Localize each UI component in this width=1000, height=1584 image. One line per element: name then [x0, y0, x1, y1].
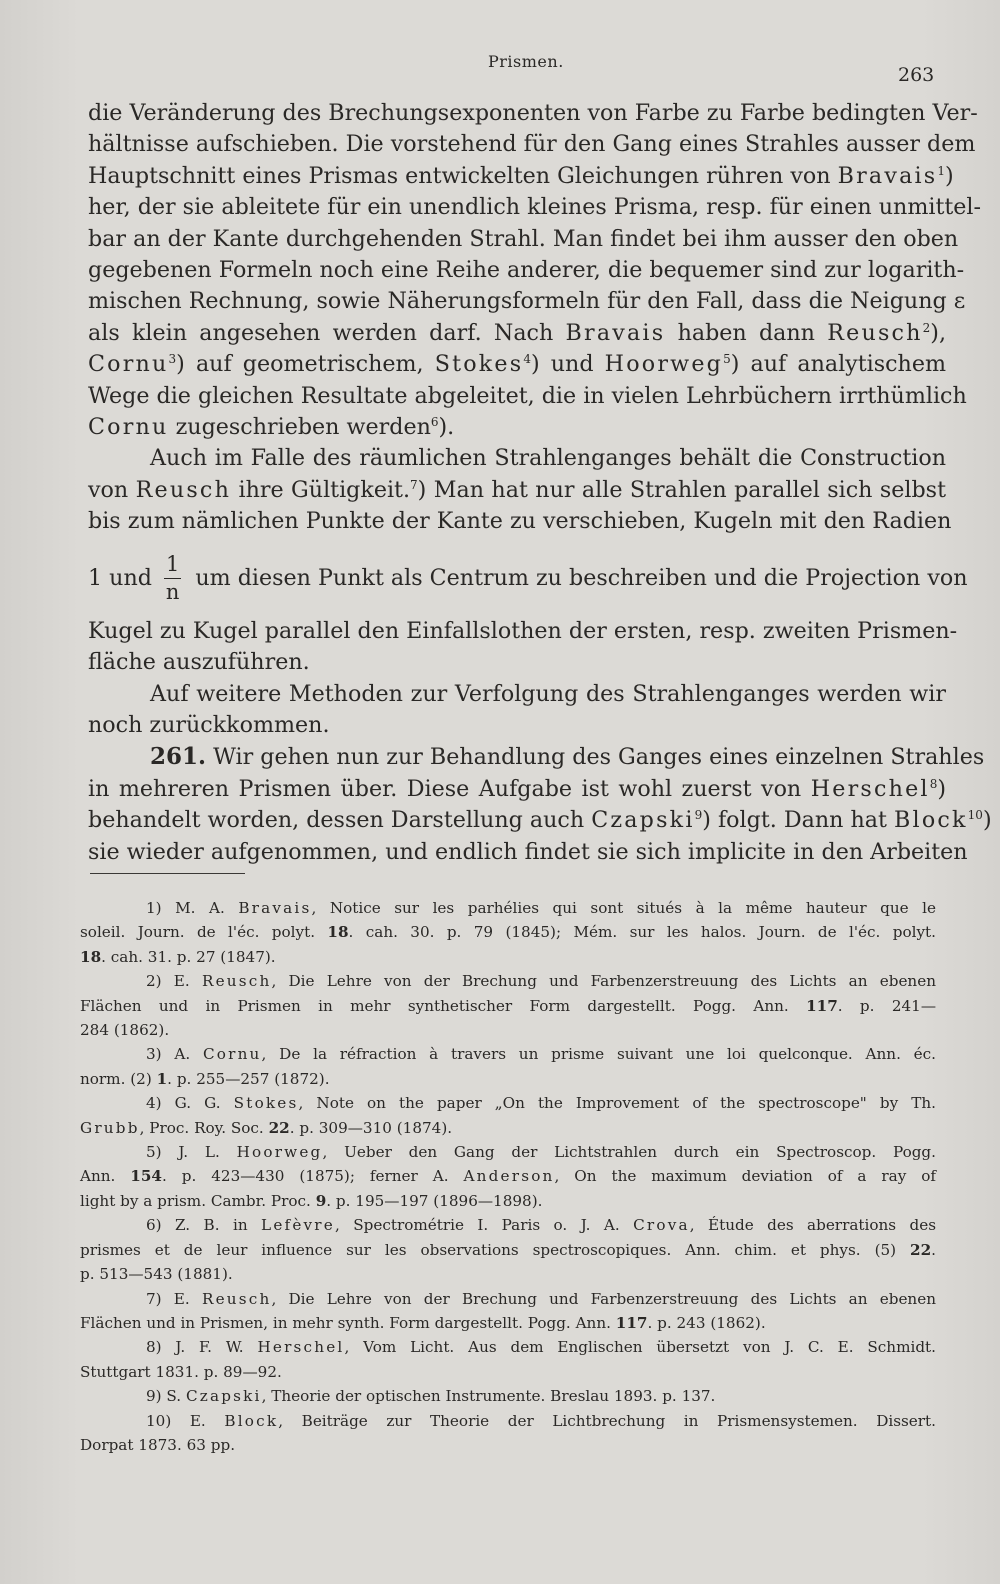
section-number: 261.	[150, 743, 207, 771]
volume-number: 1	[156, 1069, 168, 1088]
paragraph-2	[88, 443, 968, 678]
text-line: fläche auszuführen.	[88, 649, 310, 676]
author-name: Bravais	[837, 162, 938, 189]
text-line: bis zum nämlichen Punkte der Kante zu verschieben, Kugeln mit den Radien	[88, 508, 952, 535]
text-line: Cornu zugeschrieben werden$^6$).	[88, 414, 455, 441]
author-name: Cornu	[88, 351, 169, 378]
footnote-ref[interactable]: 6	[430, 415, 439, 430]
author-name: Czapski	[591, 807, 695, 834]
author-name: Reusch	[201, 972, 272, 991]
text-line: 261. Wir gehen nun zur Behandlung des Ganges eines einzelnen Strahles	[150, 743, 985, 771]
text-line: Cornu$^3$) auf geometrischem, Stokes$^4$) und Hoorweg$^5$) auf analytischem	[88, 351, 946, 378]
author-name: Czapski	[185, 1387, 262, 1406]
footnote-divider	[90, 873, 245, 874]
paragraph-3	[88, 679, 946, 742]
text-line: bar an der Kante durchgehenden Strahl. Man findet bei ihm ausser den oben	[88, 225, 959, 252]
author-name: Lefèvre	[261, 1216, 335, 1235]
footnotes	[80, 896, 936, 1457]
author-name: Hoorweg	[236, 1143, 323, 1162]
text-line: in mehreren Prismen über. Diese Aufgabe ist wohl zuerst von Herschel$^8$)	[88, 775, 946, 802]
author-name: Bravais	[238, 899, 312, 917]
text-line: sie wieder aufgenommen, und endlich findet sie sich implicite in den Arbeiten	[88, 838, 968, 865]
footnote-7: 7) E. Reusch, Die Lehre von der Brechung und Farbenzerstreuung des Lichts an ebenen Flächen und in Prismen, in mehr synth. Form dargestellt. Pogg. Ann. 117. p. 243 (1862).	[80, 1289, 936, 1332]
paragraph-1	[88, 98, 982, 443]
author-name: Herschel	[810, 775, 930, 802]
text-line: behandelt worden, dessen Darstellung auch Czapski$^9$) folgt. Dann hat Block$^{10}$)	[88, 807, 992, 834]
footnote-8: 8) J. F. W. Herschel, Vom Licht. Aus dem Englischen übersetzt von J. C. E. Schmidt. Stuttgart 1831. p. 89—92.	[80, 1338, 936, 1381]
footnote-ref[interactable]: 3	[168, 352, 177, 367]
footnote-ref[interactable]: 8	[929, 776, 938, 791]
paragraph-4	[88, 741, 992, 868]
volume-number: 9	[315, 1191, 327, 1210]
fraction-1-over-n	[164, 554, 181, 603]
author-name: Stokes	[233, 1094, 299, 1113]
fraction-denominator: n	[165, 580, 180, 605]
author-name: Bravais	[565, 319, 666, 346]
text-line: von Reusch ihre Gültigkeit.$^7$) Man hat nur alle Strahlen parallel sich selbst	[88, 476, 946, 503]
volume-number: 18	[327, 923, 349, 942]
footnote-ref[interactable]: 7	[410, 477, 418, 492]
author-name: Herschel	[257, 1338, 345, 1357]
footnote-4: 4) G. G. Stokes, Note on the paper „On the Improvement of the spectroscope" by Th. Grubb, Proc. Roy. Soc. 22. p. 309—310 (1874).	[80, 1094, 936, 1137]
text-line: noch zurückkommen.	[88, 711, 330, 738]
author-name: Crova	[633, 1216, 690, 1235]
author-name: Stokes	[434, 351, 524, 378]
footnote-2: 2) E. Reusch, Die Lehre von der Brechung und Farbenzerstreuung des Lichts an ebenen Flächen und in Prismen in mehr synthetischer Form dargestellt. Pogg. Ann. 117. p. 241— 284 (1862).	[80, 972, 937, 1040]
author-name: Block	[224, 1411, 279, 1430]
volume-number: 22	[910, 1240, 932, 1259]
text-line: Hauptschnitt eines Prismas entwickelten Gleichungen rühren von Bravais$^1$)	[88, 162, 954, 189]
text-line: gegebenen Formeln noch eine Reihe anderer, die bequemer sind zur logarith-	[88, 257, 965, 284]
footnote-3: 3) A. Cornu, De la réfraction à travers un prisme suivant une loi quelconque. Ann. éc. norm. (2) 1. p. 255—257 (1872).	[80, 1045, 936, 1088]
author-name: Reusch	[827, 319, 923, 346]
text-line: her, der sie ableitete für ein unendlich kleines Prisma, resp. für einen unmittel-	[88, 194, 982, 221]
footnote-6: 6) Z. B. in Lefèvre, Spectrométrie I. Paris o. J. A. Crova, Étude des aberrations des prismes et de leur influence sur les observations spectroscopiques. Ann. chim. et phys. (5) 22. p. 513—543 (1881).	[80, 1216, 936, 1284]
page-number: 263	[898, 64, 935, 86]
footnote-10: 10) E. Block, Beiträge zur Theorie der Lichtbrechung in Prismensystemen. Dissert. Dorpat 1873. 63 pp.	[80, 1411, 936, 1454]
text-line: hältnisse aufschieben. Die vorstehend für den Gang eines Strahles ausser dem	[88, 131, 976, 158]
volume-number: 18	[80, 947, 102, 966]
footnote-ref[interactable]: 9	[694, 808, 703, 823]
author-name: Hoorweg	[604, 351, 724, 378]
text-line: Kugel zu Kugel parallel den Einfallslothen der ersten, resp. zweiten Prismen-	[88, 617, 958, 644]
running-head: Prismen.	[488, 52, 564, 71]
formula-line: 1 und $\frac{1}{n}$ um diesen Punkt als Centrum zu beschreiben und die Projection von	[88, 552, 968, 605]
footnote-1: 1) M. A. Bravais, Notice sur les parhélies qui sont situés à la même hauteur que le soleil. Journ. de l'éc. polyt. 18. cah. 30. p. 79 (1845); Mém. sur les halos. Journ. de l'éc. polyt. 18. cah. 31. p. 27 (1847).	[80, 899, 936, 966]
author-name: Reusch	[201, 1289, 272, 1308]
volume-number: 117	[615, 1313, 648, 1332]
fraction-numerator: 1	[164, 554, 181, 579]
author-name: Cornu	[88, 414, 169, 441]
volume-number: 117	[806, 996, 838, 1015]
footnote-9: 9) S. Czapski, Theorie der optischen Instrumente. Breslau 1893. p. 137.	[146, 1387, 716, 1406]
author-name: Grubb	[80, 1118, 140, 1137]
footnote-ref[interactable]: 2	[922, 320, 931, 335]
footnote-ref[interactable]: 5	[723, 352, 731, 367]
author-name: Block	[894, 807, 968, 834]
text-line: Auch im Falle des räumlichen Strahlenganges behält die Construction	[150, 445, 946, 472]
text-line: Auf weitere Methoden zur Verfolgung des Strahlenganges werden wir	[150, 680, 946, 707]
text-line: die Veränderung des Brechungsexponenten von Farbe zu Farbe bedingten Ver-	[88, 100, 978, 126]
text-line: als klein angesehen werden darf. Nach Bravais haben dann Reusch$^2$),	[88, 319, 947, 346]
text-line: Wege die gleichen Resultate abgeleitet, die in vielen Lehrbüchern irrthümlich	[88, 382, 967, 409]
page-header	[0, 50, 1000, 86]
main-text	[88, 98, 992, 868]
footnote-ref[interactable]: 10	[967, 808, 983, 823]
author-name: Cornu	[202, 1045, 262, 1064]
text-line: mischen Rechnung, sowie Näherungsformeln für den Fall, dass die Neigung ε	[88, 288, 966, 315]
author-name: Anderson	[463, 1167, 555, 1186]
author-name: Reusch	[135, 476, 232, 503]
volume-number: 154	[130, 1167, 162, 1186]
footnote-5: 5) J. L. Hoorweg, Ueber den Gang der Lichtstrahlen durch ein Spectroscop. Pogg. Ann. 154. p. 423—430 (1875); ferner A. Anderson, On the maximum deviation of a ray of light by a prism. Cambr. Proc. 9. p. 195—197 (1896—1898).	[80, 1143, 936, 1210]
footnote-ref[interactable]: 4	[523, 352, 531, 367]
volume-number: 22	[268, 1118, 290, 1137]
footnote-ref[interactable]: 1	[937, 163, 946, 178]
